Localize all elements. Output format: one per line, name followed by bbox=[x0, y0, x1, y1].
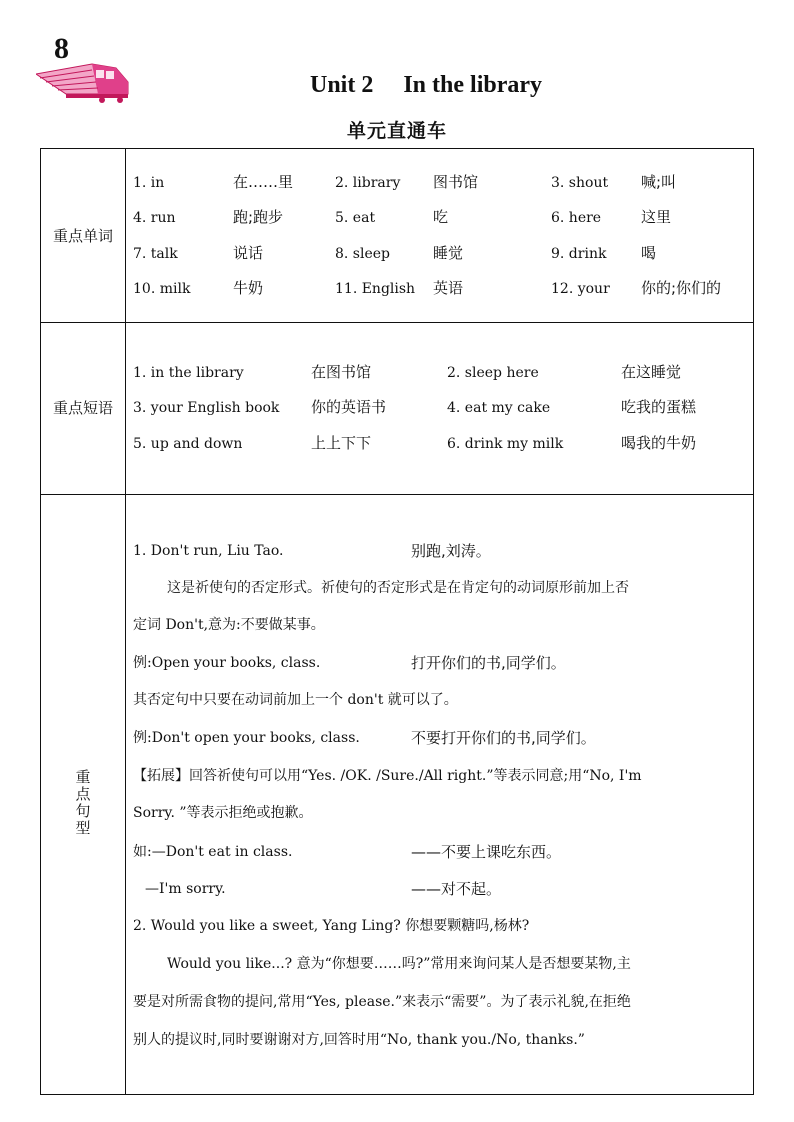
content-table bbox=[40, 148, 754, 1095]
page-number: 8 bbox=[54, 32, 69, 65]
section-subtitle: 单元直通车 bbox=[346, 120, 447, 142]
vocab-meaning: 英语 bbox=[433, 279, 464, 297]
vocab-word: 10. milk bbox=[133, 281, 191, 297]
vocab-word: 11. English bbox=[335, 281, 416, 297]
vocab-meaning: 图书馆 bbox=[433, 173, 479, 191]
example-cn: 打开你们的书,同学们。 bbox=[411, 654, 566, 672]
vocab-word: 1. in bbox=[133, 175, 165, 191]
phrase-cn: 你的英语书 bbox=[311, 398, 387, 416]
explanation-line: 要是对所需食物的提问,常用“Yes, please.”来表示“需要”。为了表示礼貌,在拒绝 bbox=[133, 994, 631, 1010]
vocab-meaning: 吃 bbox=[433, 208, 449, 226]
vocab-meaning: 这里 bbox=[641, 208, 672, 226]
vocab-word: 5. eat bbox=[335, 210, 376, 226]
explanation-line: Would you like...? 意为“你想要……吗?”常用来询问某人是否想要某物,主 bbox=[167, 956, 631, 972]
phrase-cn: 喝我的牛奶 bbox=[621, 434, 697, 452]
phrase-cn: 上上下下 bbox=[311, 434, 372, 452]
vocab-meaning: 喝 bbox=[641, 244, 657, 262]
phrase-cn: 在这睡觉 bbox=[621, 363, 682, 381]
sentences-label: 重点句型 bbox=[75, 768, 91, 837]
train-icon bbox=[36, 60, 130, 106]
vocab-word: 7. talk bbox=[133, 246, 178, 262]
row-divider bbox=[41, 494, 753, 495]
example-cn: ——对不起。 bbox=[411, 880, 502, 898]
phrase-en: 5. up and down bbox=[133, 436, 243, 452]
phrase-en: 6. drink my milk bbox=[447, 436, 564, 452]
phrase-en: 1. in the library bbox=[133, 365, 244, 381]
vocab-word: 2. library bbox=[335, 175, 401, 191]
vocab-meaning: 跑;跑步 bbox=[233, 208, 284, 226]
vocab-meaning: 在……里 bbox=[233, 173, 294, 191]
explanation-line: 其否定句中只要在动词前加上一个 don't 就可以了。 bbox=[133, 692, 458, 708]
phrase-en: 4. eat my cake bbox=[447, 400, 551, 416]
example-en: 例:Don't open your books, class. bbox=[133, 730, 360, 746]
example-en: 例:Open your books, class. bbox=[133, 655, 321, 671]
example-en: 如:—Don't eat in class. bbox=[133, 844, 293, 860]
vocabulary-label: 重点单词 bbox=[52, 227, 113, 245]
vocab-meaning: 牛奶 bbox=[233, 279, 264, 297]
sentence-1-en: 1. Don't run, Liu Tao. bbox=[133, 543, 284, 559]
vocab-word: 8. sleep bbox=[335, 246, 391, 262]
vocab-meaning: 说话 bbox=[233, 244, 264, 262]
phrase-en: 3. your English book bbox=[133, 400, 280, 416]
example-cn: ——不要上课吃东西。 bbox=[411, 843, 562, 861]
extension-line: 【拓展】回答祈使句可以用“Yes. /OK. /Sure./All right.”等表示同意;用“No, I'm bbox=[133, 768, 642, 784]
vocab-meaning: 睡觉 bbox=[433, 244, 464, 262]
vocab-word: 9. drink bbox=[551, 246, 607, 262]
vocab-meaning: 你的;你们的 bbox=[641, 279, 722, 297]
vocab-word: 3. shout bbox=[551, 175, 609, 191]
vocab-meaning: 喊;叫 bbox=[641, 173, 677, 191]
example-cn: 不要打开你们的书,同学们。 bbox=[411, 729, 596, 747]
vocab-word: 4. run bbox=[133, 210, 176, 226]
explanation-line: 这是祈使句的否定形式。祈使句的否定形式是在肯定句的动词原形前加上否 bbox=[167, 580, 629, 596]
column-divider bbox=[125, 149, 126, 1094]
phrase-en: 2. sleep here bbox=[447, 365, 539, 381]
vocab-word: 6. here bbox=[551, 210, 602, 226]
vocab-word: 12. your bbox=[551, 281, 610, 297]
explanation-line: 别人的提议时,同时要谢谢对方,回答时用“No, thank you./No, thanks.” bbox=[133, 1032, 585, 1048]
example-en: —I'm sorry. bbox=[145, 881, 226, 897]
phrases-label: 重点短语 bbox=[52, 399, 113, 417]
sentence-1-cn: 别跑,刘涛。 bbox=[411, 542, 491, 560]
phrase-cn: 吃我的蛋糕 bbox=[621, 398, 697, 416]
extension-line: Sorry. ”等表示拒绝或抱歉。 bbox=[133, 805, 313, 821]
sentence-2: 2. Would you like a sweet, Yang Ling? 你想要颗糖吗,杨林? bbox=[133, 918, 530, 934]
phrase-cn: 在图书馆 bbox=[311, 363, 372, 381]
unit-title: Unit 2 In the library bbox=[310, 72, 543, 98]
explanation-line: 定词 Don't,意为:不要做某事。 bbox=[133, 617, 325, 633]
row-divider bbox=[41, 322, 753, 323]
